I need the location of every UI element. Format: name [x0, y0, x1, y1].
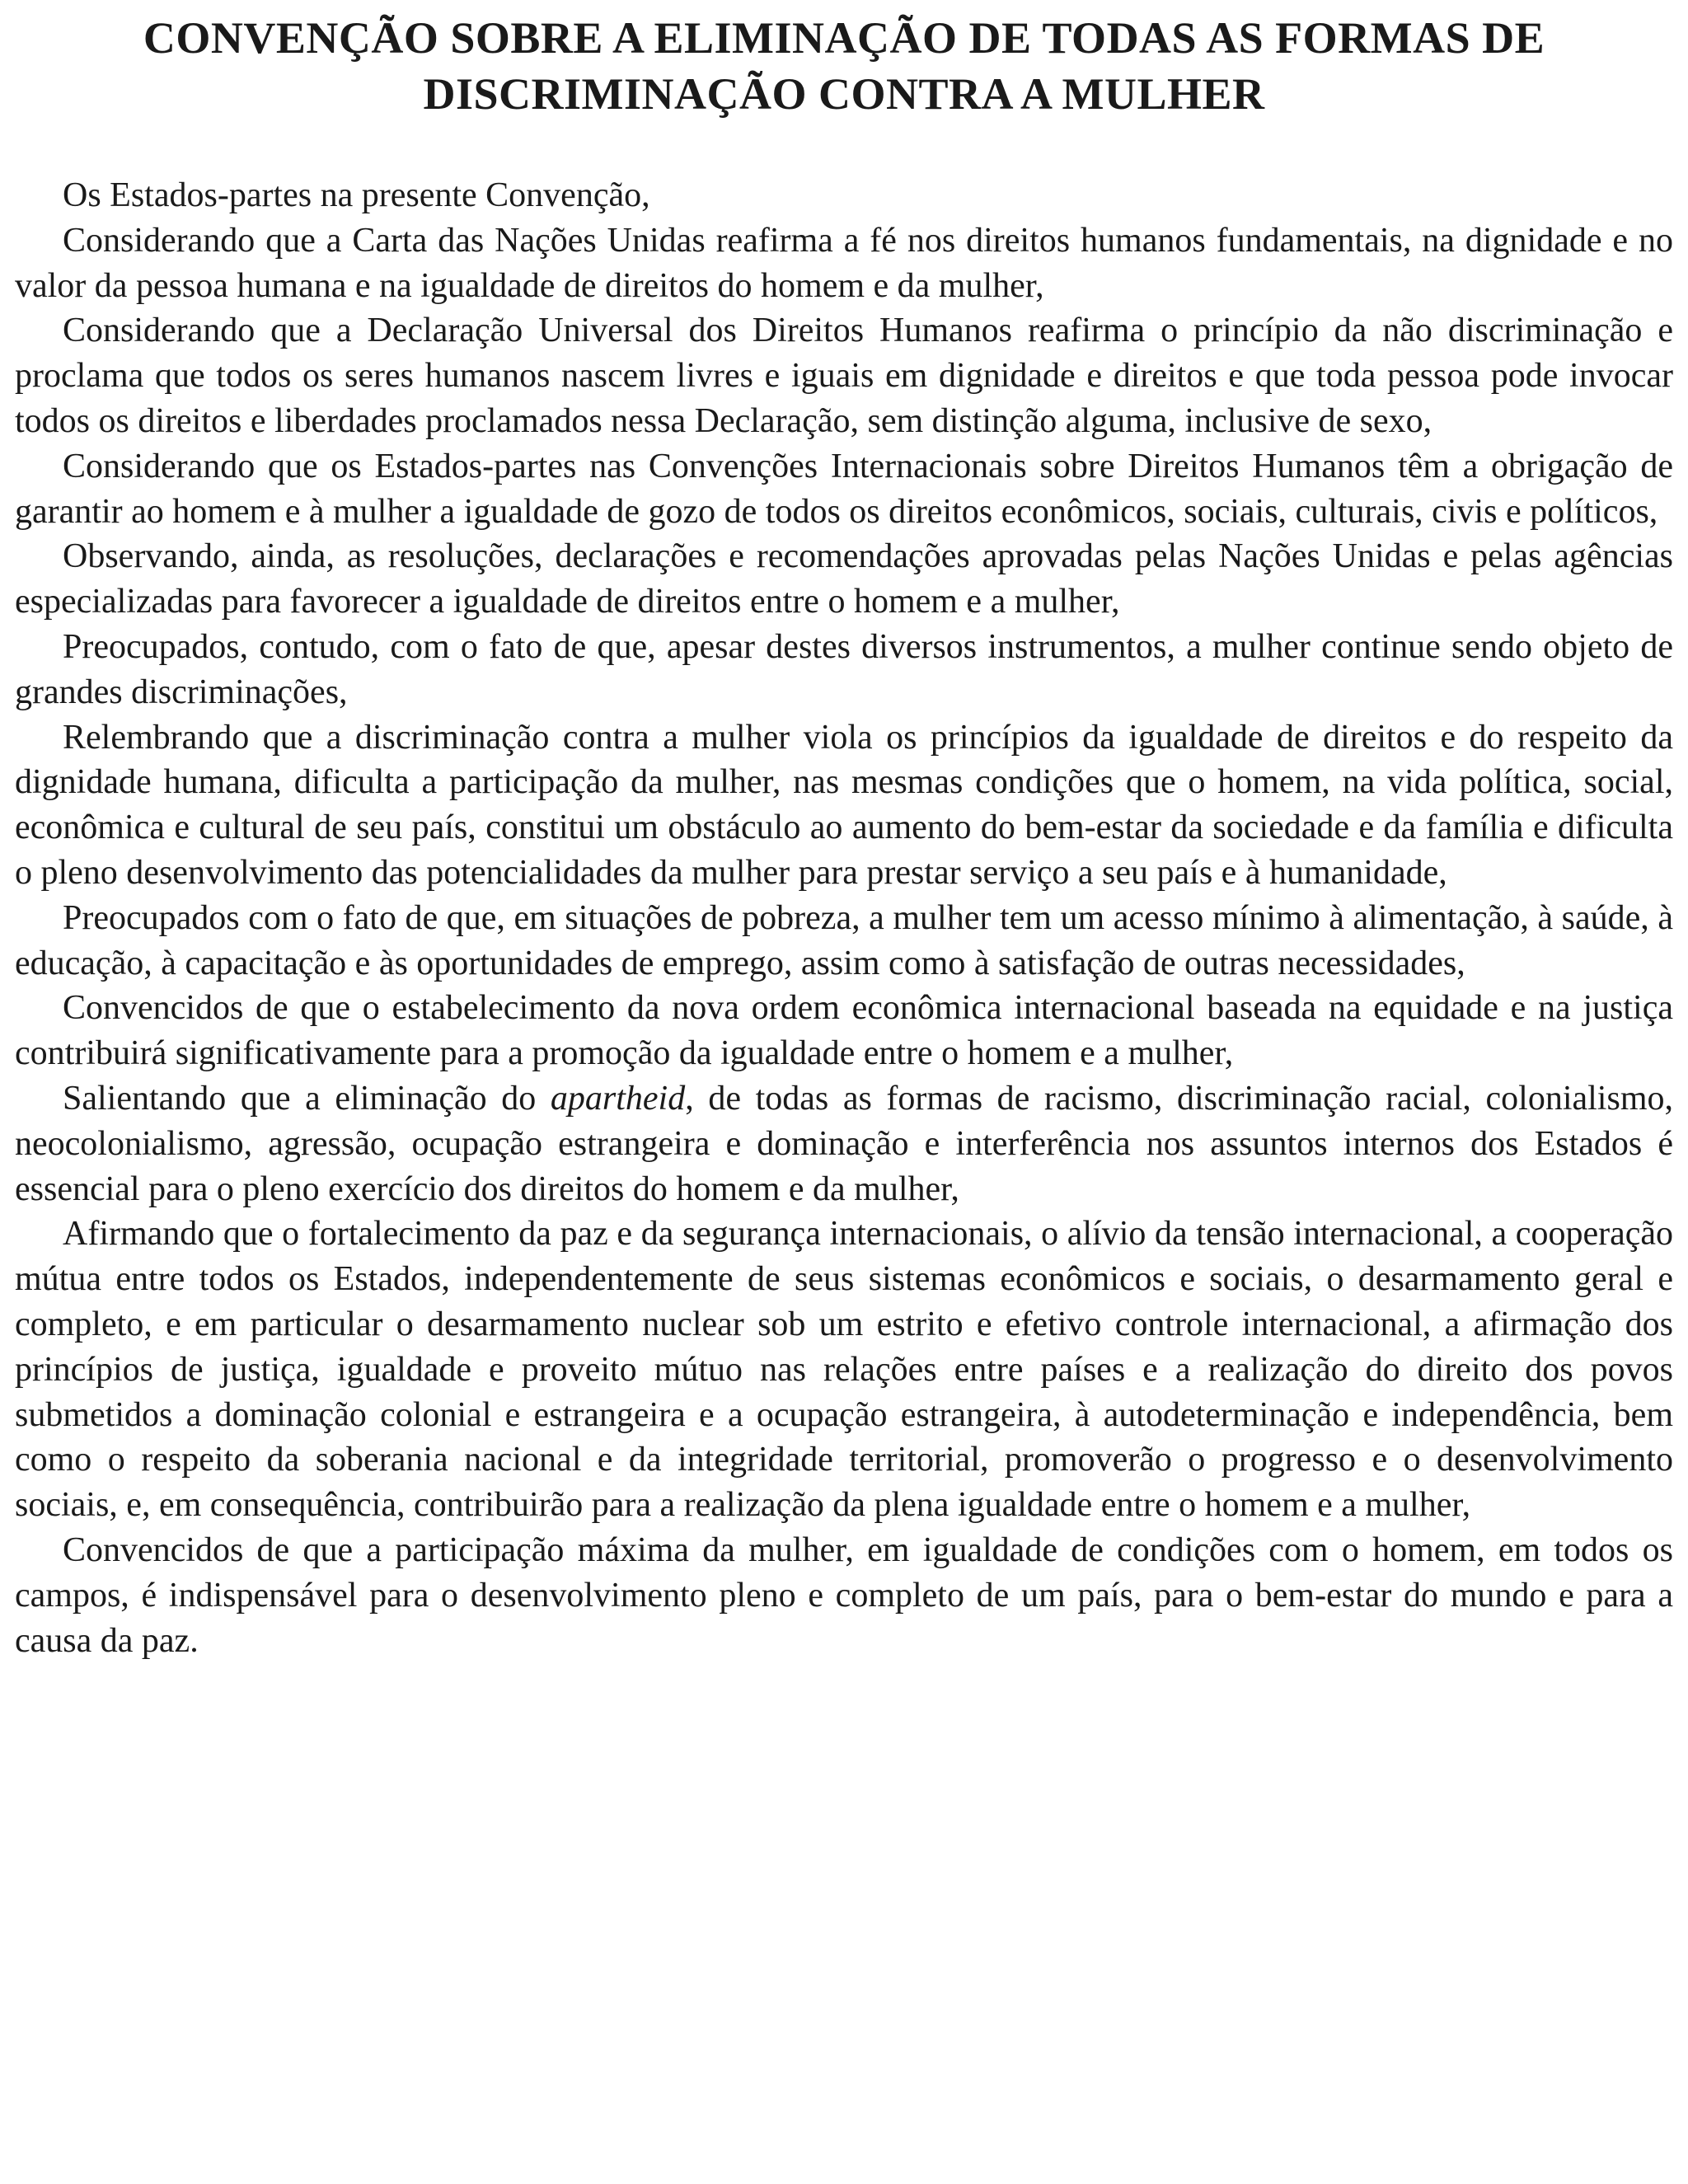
apartheid-italic-term: apartheid: [550, 1079, 686, 1118]
apartheid-text-before: Salientando que a eliminação do: [63, 1079, 551, 1118]
document-page: [15, 10, 1673, 1663]
paragraph-poverty: Preocupados com o fato de que, em situações de pobreza, a mulher tem um acesso mínimo à alimentação, à saúde, à educação, à capacitação e às oportunidades de emprego, assim como à satisfação de outras necessidades,: [15, 898, 1673, 982]
paragraph-international-conventions: Considerando que os Estados-partes nas Convenções Internacionais sobre Direitos Humanos têm a obrigação de garantir ao homem e à mulher a igualdade de gozo de todos os direitos econômicos, sociais, culturais, civis e políticos,: [15, 447, 1673, 531]
title-line-2: DISCRIMINAÇÃO CONTRA A MULHER: [423, 69, 1265, 119]
paragraph-recalling: Relembrando que a discriminação contra a mulher viola os princípios da igualdade de direitos e do respeito da dignidade humana, dificulta a participação da mulher, nas mesmas condições que o homem, na vida política, social, econômica e cultural de seu país, constitui um obstáculo ao aumento do bem-estar da sociedade e da família e dificulta o pleno desenvolvimento das potencialidades da mulher para prestar serviço a seu país e à humanidade,: [15, 718, 1673, 892]
paragraph-economic-order: Convencidos de que o estabelecimento da nova ordem econômica internacional baseada na equidade e na justiça contribuirá significativamente para a promoção da igualdade entre o homem e a mulher,: [15, 989, 1673, 1073]
paragraph-apartheid: [15, 1076, 1673, 1212]
paragraph-participation: Convencidos de que a participação máxima da mulher, em igualdade de condições com o homem, em todos os campos, é indispensável para o desenvolvimento pleno e completo de um país, para o bem-estar do mundo e para a causa da paz.: [15, 1530, 1673, 1660]
document-title: [15, 10, 1673, 122]
document-body: [15, 173, 1673, 1663]
paragraph-peace-security: Afirmando que o fortalecimento da paz e da segurança internacionais, o alívio da tensão internacional, a cooperação mútua entre todos os Estados, independentemente de seus sistemas econômicos e sociais, o desarmamento geral e completo, e em particular o desarmamento nuclear sob um estrito e efetivo controle internacional, a afirmação dos princípios de justiça, igualdade e proveito mútuo nas relações entre países e a realização do direito dos povos submetidos a dominação colonial e estrangeira e a ocupação estrangeira, à autodeterminação e independência, bem como o respeito da soberania nacional e da integridade territorial, promoverão o progresso e o desenvolvimento sociais, e, em consequência, contribuirão para a realização da plena igualdade entre o homem e a mulher,: [15, 1215, 1673, 1525]
title-line-1: CONVENÇÃO SOBRE A ELIMINAÇÃO DE TODAS AS FORMAS DE: [143, 13, 1545, 63]
paragraph-resolutions: Observando, ainda, as resoluções, declarações e recomendações aprovadas pelas Nações Unidas e pelas agências especializadas para favorecer a igualdade de direitos entre o homem e a mulher,: [15, 537, 1673, 621]
paragraph-concerned-discrimination: Preocupados, contudo, com o fato de que, apesar destes diversos instrumentos, a mulher continue sendo objeto de grandes discriminações,: [15, 627, 1673, 711]
paragraph-un-charter: Considerando que a Carta das Nações Unidas reafirma a fé nos direitos humanos fundamentais, na dignidade e no valor da pessoa humana e na igualdade de direitos do homem e da mulher,: [15, 221, 1673, 305]
paragraph-universal-declaration: Considerando que a Declaração Universal dos Direitos Humanos reafirma o princípio da não discriminação e proclama que todos os seres humanos nascem livres e iguais em dignidade e direitos e que toda pessoa pode invocar todos os direitos e liberdades proclamados nessa Declaração, sem distinção alguma, inclusive de sexo,: [15, 312, 1673, 440]
apartheid-text-after: , de todas as formas de racismo, discriminação racial, colonialismo, neocolonialismo, agressão, ocupação estrangeira e dominação e interferência nos assuntos internos dos Estados é essencial para o pleno exercício dos direitos do homem e da mulher,: [15, 1079, 1673, 1208]
paragraph-states-parties: Os Estados-partes na presente Convenção,: [63, 176, 650, 214]
